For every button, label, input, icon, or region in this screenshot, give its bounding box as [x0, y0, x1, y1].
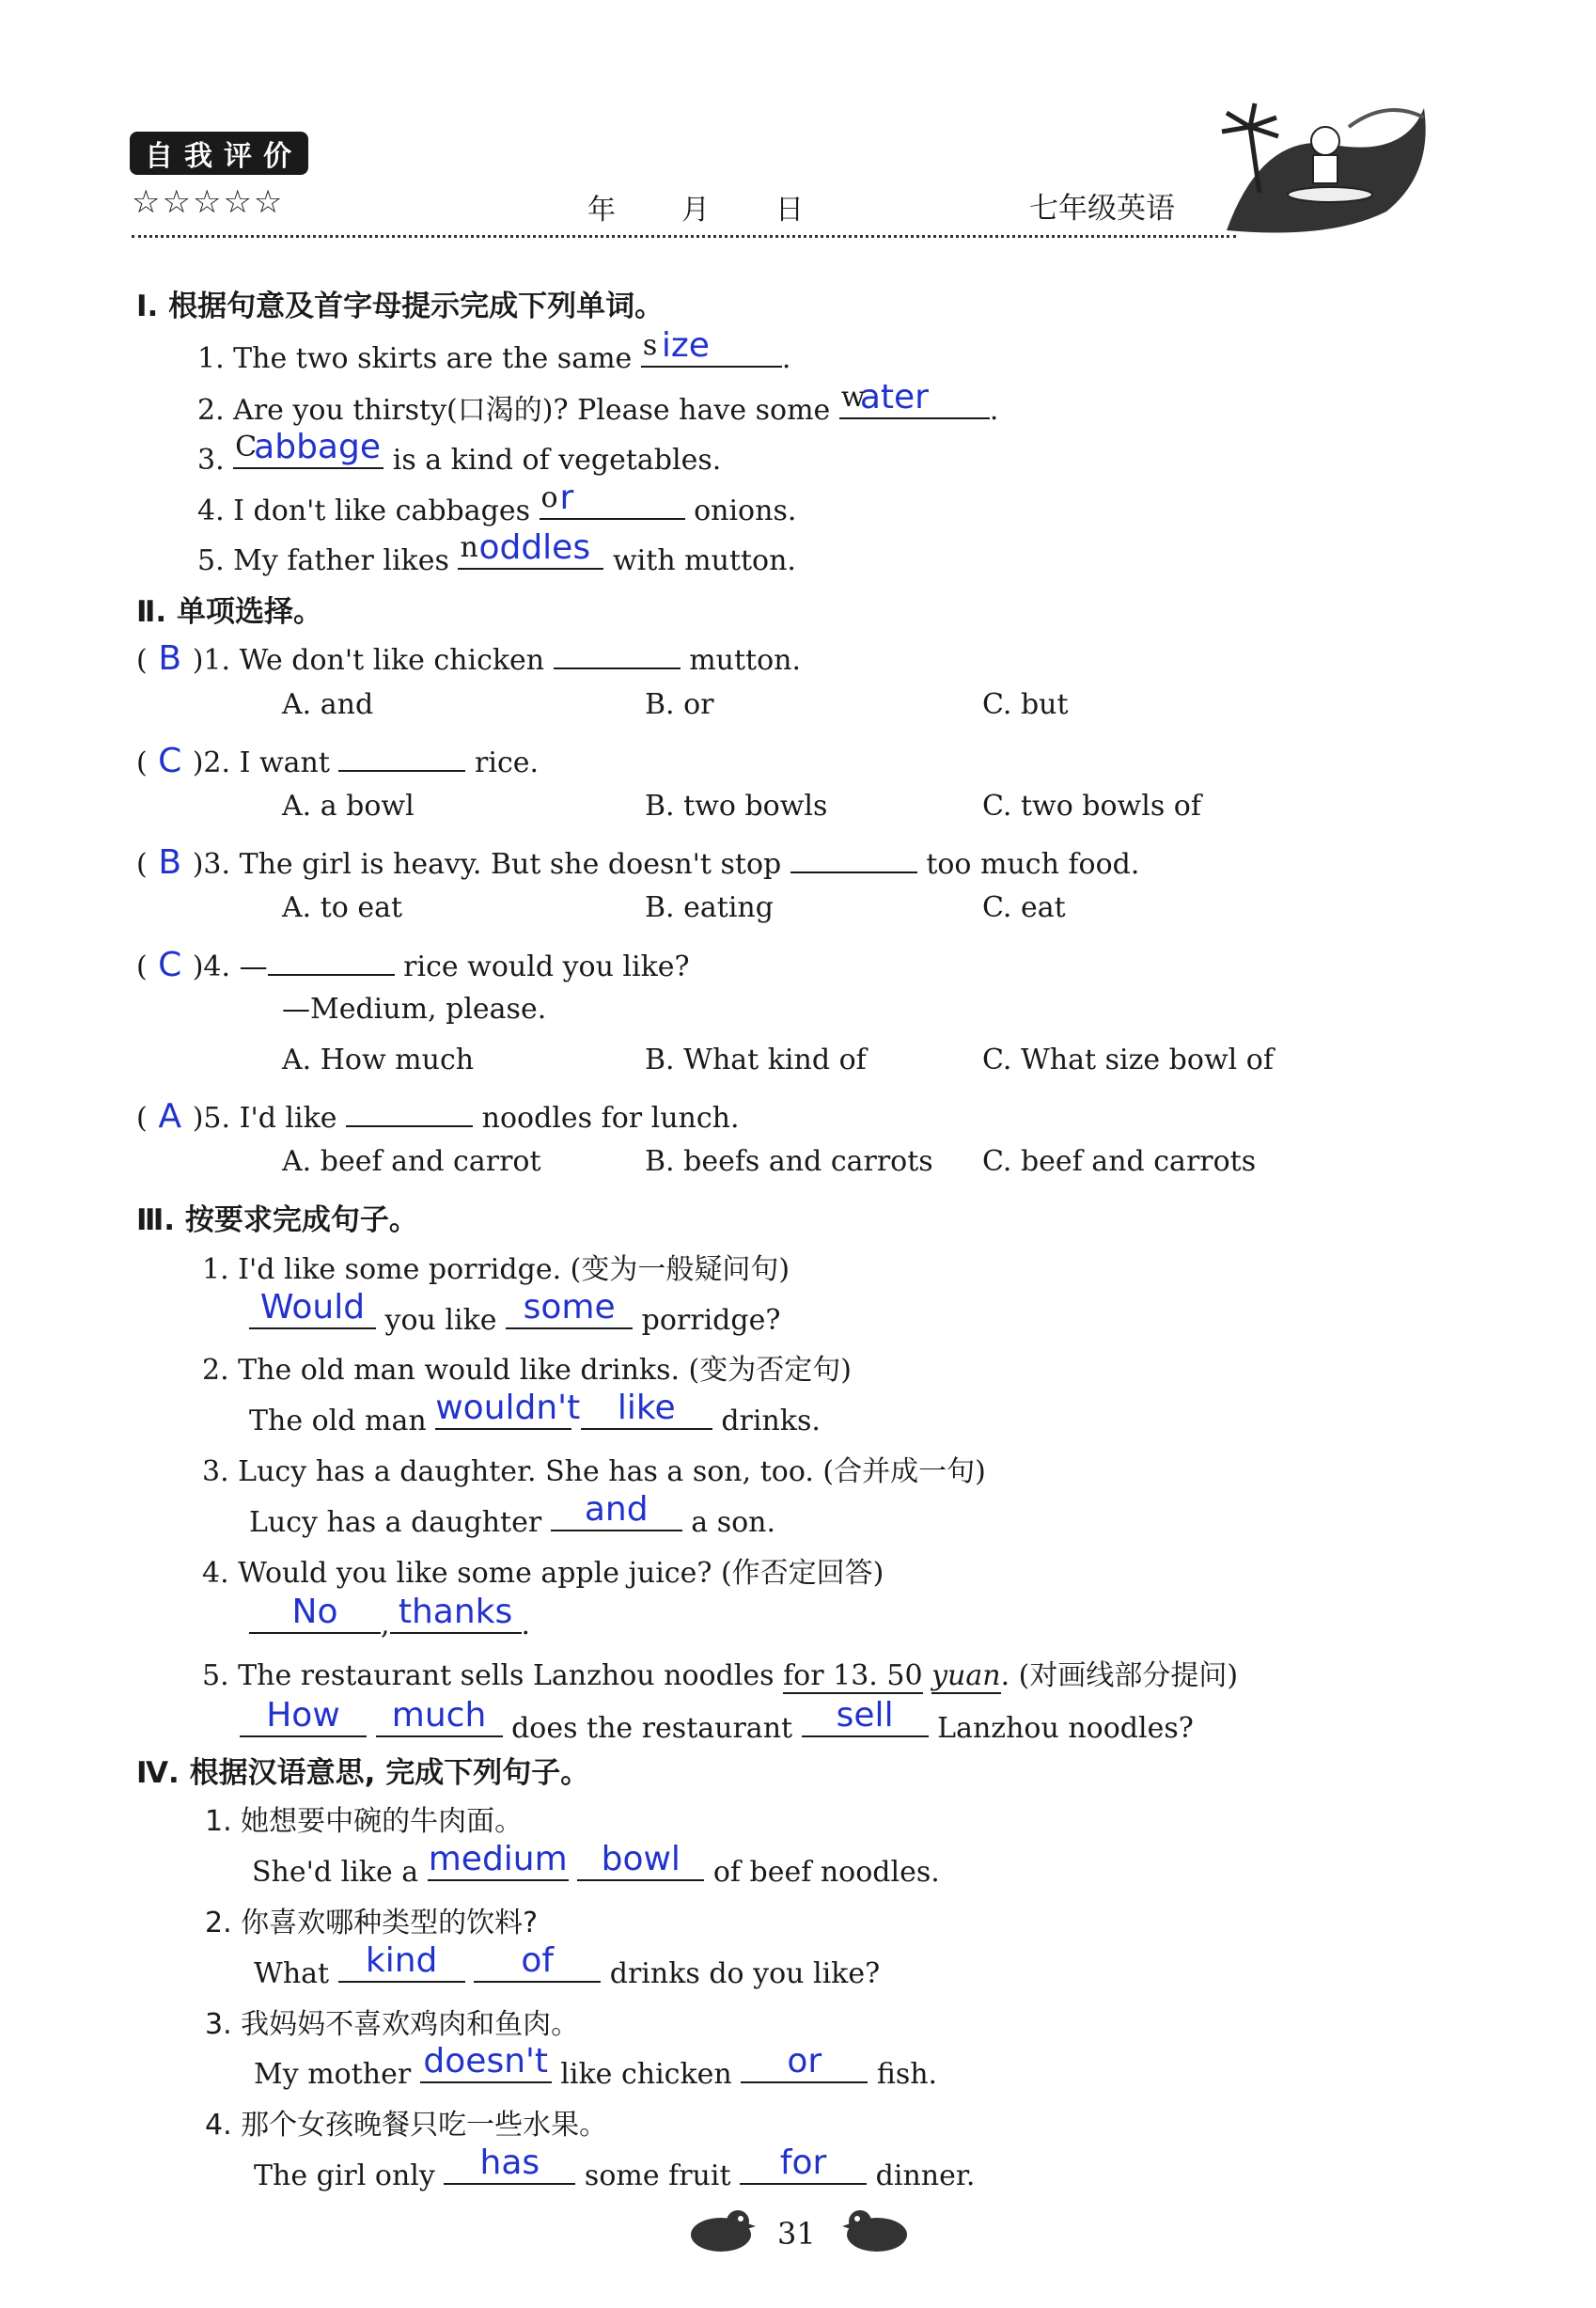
answer-text-end: dinner.	[875, 2159, 976, 2192]
answer-text: like	[617, 1389, 676, 1427]
s3-question-1	[202, 1246, 790, 1287]
answer-text-start: She'd like a	[252, 1856, 419, 1889]
initial-letter: w	[840, 381, 866, 414]
s3-question-4	[202, 1549, 884, 1591]
answer-text: thanks	[398, 1593, 513, 1631]
answer-blank[interactable]	[641, 326, 782, 368]
answer-blank[interactable]	[554, 636, 681, 669]
s1-question-4	[197, 479, 797, 527]
chinese-prompt: 我妈妈不喜欢鸡肉和鱼肉。	[241, 2008, 580, 2041]
answer-blank[interactable]	[240, 1696, 367, 1737]
surfer-illustration	[1208, 89, 1443, 243]
s2-question-4: ( C )4. — rice would you like?	[136, 942, 690, 984]
answer-blank[interactable]	[458, 528, 603, 570]
answer-blank[interactable]	[790, 840, 917, 873]
answer-text: has	[479, 2143, 540, 2182]
underlined-phrase: for 13. 50	[783, 1659, 923, 1692]
answer-text-start: The girl only	[254, 2159, 435, 2192]
choice-answer[interactable]: C	[158, 742, 182, 780]
answer-text: ize	[661, 326, 710, 365]
answer-blank[interactable]	[390, 1593, 522, 1634]
bird-icon	[681, 2205, 757, 2260]
answer-blank[interactable]	[802, 1696, 929, 1737]
answer-text: How	[266, 1696, 340, 1735]
answer-text: for	[779, 2143, 827, 2182]
question-text: The two skirts are the same	[233, 342, 633, 375]
rating-stars[interactable]: ☆☆☆☆☆	[132, 183, 285, 221]
section-1-title: Ⅰ. 根据句意及首字母提示完成下列单词。	[136, 290, 665, 323]
s4-answer-2	[254, 1941, 881, 1990]
answer-text-mid: some fruit	[584, 2159, 731, 2192]
s3-answer-3	[249, 1490, 776, 1539]
question-text: We don't like chicken	[239, 644, 545, 677]
choice-answer[interactable]: B	[158, 639, 182, 678]
question-number: 5.	[202, 1659, 229, 1692]
s3-answer-5	[240, 1696, 1194, 1745]
s4-question-4	[205, 2101, 607, 2143]
answer-blank[interactable]	[581, 1389, 712, 1430]
option-b[interactable]: B. two bowls	[645, 790, 828, 823]
question-text: —	[239, 950, 268, 983]
option-a[interactable]: A. to eat	[282, 891, 403, 924]
question-text: The girl is heavy. But she doesn't stop	[239, 848, 782, 881]
date-day-label: 日	[775, 194, 804, 227]
question-number: 4.	[205, 2109, 232, 2142]
answer-text-start: My mother	[254, 2058, 412, 2091]
answer-text-start: What	[254, 1957, 330, 1990]
option-b[interactable]: B. or	[645, 688, 714, 721]
answer-text: sell	[836, 1696, 894, 1735]
s3-answer-1	[249, 1288, 781, 1337]
answer-text: much	[391, 1696, 487, 1735]
date-month-label: 月	[681, 194, 710, 227]
answer-text-mid: you like	[384, 1304, 497, 1337]
option-c[interactable]: C. two bowls of	[982, 790, 1201, 823]
s2-question-3: ( B )3. The girl is heavy. But she doesn't stop too much food.	[136, 840, 1139, 882]
answer-blank[interactable]	[435, 1389, 581, 1430]
answer-blank[interactable]	[506, 1288, 633, 1329]
question-number: 2.	[202, 1354, 229, 1387]
option-a[interactable]: A. beef and carrot	[282, 1145, 541, 1178]
option-a[interactable]: A. and	[282, 688, 374, 721]
answer-text-end: drinks.	[721, 1405, 821, 1437]
answer-blank[interactable]	[839, 378, 990, 419]
answer-text-end: porridge?	[641, 1304, 781, 1337]
option-a[interactable]: A. How much	[282, 1044, 475, 1076]
answer-blank[interactable]	[540, 479, 685, 520]
question-text-end: .	[989, 394, 999, 427]
subject-label: 七年级英语	[1029, 192, 1175, 226]
answer-text: r	[559, 479, 574, 517]
question-number: 3.	[202, 1455, 229, 1488]
option-c[interactable]: C. What size bowl of	[982, 1044, 1274, 1076]
option-b[interactable]: B. eating	[645, 891, 774, 924]
answer-blank[interactable]	[233, 428, 383, 469]
question-number: 1.	[202, 1253, 229, 1286]
answer-text-end: of beef noodles.	[712, 1856, 940, 1889]
question-text-end: .	[781, 342, 791, 375]
page-number: 31	[777, 2216, 816, 2252]
answer-text-mid: does the restaurant	[511, 1712, 793, 1745]
question-text: is a kind of vegetables.	[392, 444, 722, 477]
question-text: I'd like	[239, 1102, 337, 1135]
chinese-prompt: 她想要中碗的牛肉面。	[241, 1805, 524, 1838]
answer-blank[interactable]	[551, 1490, 682, 1531]
answer-text: oddles	[478, 528, 591, 567]
answer-text-end: fish.	[876, 2058, 938, 2091]
s1-question-2	[197, 378, 999, 428]
answer-blank[interactable]	[338, 738, 465, 772]
s2-question-1: ( B )1. We don't like chicken mutton.	[136, 636, 801, 678]
question-text-end: with mutton.	[612, 544, 796, 577]
s3-answer-2	[249, 1389, 821, 1437]
s2-question-4-reply: —Medium, please.	[282, 993, 547, 1026]
question-text-end: noodles for lunch.	[481, 1102, 740, 1135]
answer-text: of	[521, 1941, 555, 1980]
question-number: 3.	[197, 444, 225, 477]
question-text-end: rice.	[475, 746, 540, 779]
choice-answer[interactable]: A	[158, 1097, 182, 1136]
answer-text-end: a son.	[691, 1506, 776, 1539]
question-text: My father likes	[233, 544, 449, 577]
answer-text: wouldn't	[435, 1389, 581, 1427]
question-text-end: rice would you like?	[403, 950, 690, 983]
choice-answer[interactable]: B	[158, 843, 182, 882]
s4-answer-1	[252, 1840, 940, 1889]
option-a[interactable]: A. a bowl	[282, 790, 415, 823]
answer-text: doesn't	[423, 2042, 549, 2080]
answer-text: or	[787, 2042, 822, 2080]
question-number: 4.	[197, 495, 225, 527]
s3-question-5	[202, 1652, 1238, 1693]
question-number: 1.	[197, 342, 225, 375]
question-number: 1.	[205, 1805, 232, 1838]
question-text: Would you like some apple juice? (作否定回答)	[238, 1557, 884, 1590]
option-b[interactable]: B. beefs and carrots	[645, 1145, 933, 1178]
date-year-label: 年	[587, 194, 616, 227]
section-2-title: Ⅱ. 单项选择。	[136, 595, 322, 629]
question-text: I don't like cabbages	[233, 495, 530, 527]
choice-answer[interactable]: C	[158, 946, 182, 984]
question-number: 5.	[197, 544, 225, 577]
s1-question-5	[197, 528, 796, 577]
initial-letter: C	[235, 431, 258, 463]
answer-text: and	[584, 1490, 649, 1529]
option-b[interactable]: B. What kind of	[645, 1044, 867, 1076]
question-number: 3.	[205, 2008, 232, 2041]
chinese-prompt: 你喜欢哪种类型的饮料?	[241, 1907, 539, 1939]
answer-text-end: Lanzhou noodles?	[937, 1712, 1194, 1745]
answer-blank[interactable]	[346, 1093, 473, 1127]
question-text-end: . (对画线部分提问)	[1000, 1659, 1239, 1692]
section-3-title: Ⅲ. 按要求完成句子。	[136, 1203, 418, 1237]
option-c[interactable]: C. beef and carrots	[982, 1145, 1257, 1178]
question-text-end: mutton.	[689, 644, 802, 677]
s4-question-2	[205, 1899, 538, 1940]
answer-blank[interactable]	[444, 2143, 575, 2185]
question-text-end: onions.	[694, 495, 797, 527]
answer-text: bowl	[601, 1840, 681, 1878]
answer-blank[interactable]	[376, 1696, 503, 1737]
s4-question-1	[205, 1798, 523, 1839]
question-text: Lucy has a daughter. She has a son, too. (合并成一句)	[238, 1455, 986, 1488]
answer-blank[interactable]	[741, 2042, 868, 2083]
question-number: )2.	[192, 746, 231, 779]
answer-text: ater	[859, 378, 929, 416]
answer-text: Would	[259, 1288, 366, 1327]
question-number: 2.	[205, 1907, 232, 1939]
answer-text: kind	[365, 1941, 438, 1980]
s4-answer-4	[254, 2143, 976, 2192]
s1-question-1	[197, 326, 791, 375]
s2-question-2: ( C )2. I want rice.	[136, 738, 539, 780]
question-number: 4.	[202, 1557, 229, 1590]
answer-text-end: drinks do you like?	[609, 1957, 881, 1990]
s3-answer-4: No , thanks .	[249, 1600, 530, 1641]
initial-letter: s	[642, 329, 658, 362]
question-text: I want	[239, 746, 330, 779]
question-number: )4.	[192, 950, 231, 983]
section-4-title: Ⅳ. 根据汉语意思, 完成下列句子。	[136, 1756, 590, 1790]
question-text: Are you thirsty(口渴的)? Please have some	[233, 394, 831, 427]
question-number: 2.	[197, 394, 225, 427]
option-c[interactable]: C. but	[982, 688, 1069, 721]
answer-blank[interactable]	[420, 2042, 552, 2083]
header-divider	[132, 235, 1236, 238]
s3-question-3	[202, 1448, 986, 1489]
answer-blank[interactable]	[338, 1941, 465, 1983]
answer-blank[interactable]	[740, 2143, 867, 2185]
question-number: )1.	[192, 644, 231, 677]
question-text-end: too much food.	[926, 848, 1140, 881]
option-c[interactable]: C. eat	[982, 891, 1066, 924]
self-evaluation-badge: 自我评价	[130, 132, 308, 175]
answer-text: No	[291, 1593, 338, 1631]
answer-blank[interactable]	[249, 1288, 376, 1329]
answer-blank[interactable]	[428, 1840, 569, 1881]
question-text: The old man would like drinks. (变为否定句)	[238, 1354, 852, 1387]
answer-text-mid: like chicken	[560, 2058, 732, 2091]
question-text: The restaurant sells Lanzhou noodles	[238, 1659, 775, 1692]
s2-question-5: ( A )5. I'd like noodles for lunch.	[136, 1093, 740, 1136]
question-number: )3.	[192, 848, 231, 881]
initial-letter: o	[540, 481, 558, 514]
answer-text-start: The old man	[249, 1405, 427, 1437]
s1-question-3	[197, 428, 722, 477]
initial-letter: n	[460, 531, 478, 564]
answer-text: some	[523, 1288, 616, 1327]
question-number: )5.	[192, 1102, 231, 1135]
question-text: I'd like some porridge. (变为一般疑问句)	[238, 1253, 790, 1286]
s3-question-2	[202, 1346, 852, 1388]
answer-text-start: Lucy has a daughter	[249, 1506, 542, 1539]
underlined-unit: yuan	[931, 1659, 1001, 1692]
answer-blank[interactable]	[474, 1941, 601, 1983]
answer-text: medium	[428, 1840, 568, 1878]
answer-blank[interactable]	[249, 1593, 381, 1634]
s4-question-3	[205, 2001, 579, 2042]
s4-answer-3	[254, 2042, 938, 2091]
answer-text: abbage	[254, 428, 381, 466]
chinese-prompt: 那个女孩晚餐只吃一些水果。	[241, 2109, 608, 2142]
answer-blank[interactable]	[268, 942, 395, 976]
bird-icon	[841, 2205, 916, 2260]
answer-blank[interactable]	[577, 1840, 704, 1881]
